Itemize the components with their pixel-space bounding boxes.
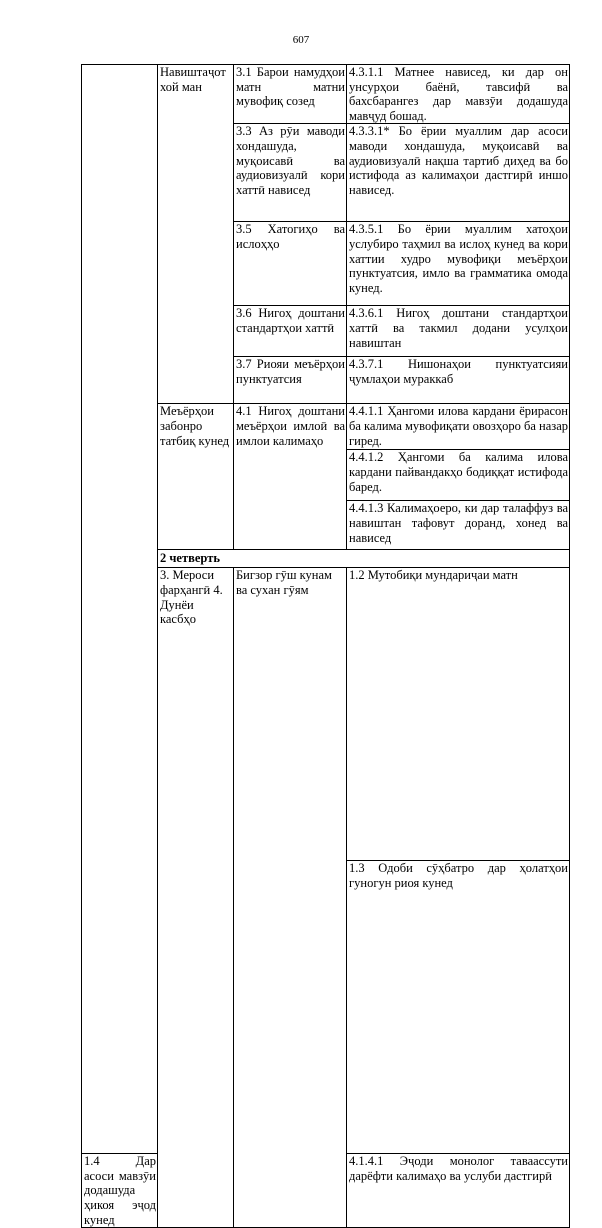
curriculum-table xyxy=(81,64,570,1228)
standard-cell: 1.3 Одоби сӯҳбатро дар ҳолатҳои гуногун риоя кунед xyxy=(347,861,570,1154)
skill-cell-writing: Навиштаҷот хой ман xyxy=(158,65,234,404)
theme-cell-empty xyxy=(82,65,158,1154)
theme-cell: 3. Мероси фарҳангӣ 4. Дунёи касбҳо xyxy=(158,568,234,1228)
standard-cell: 1.4 Дар асоси мавзӯи додашуда ҳикоя эҷод кунед xyxy=(82,1154,158,1228)
standard-cell: 3.6 Нигоҳ доштани стандартҳои хаттӣ xyxy=(234,306,347,357)
standard-cell: 3.7 Риояи меъёрҳои пунктуатсия xyxy=(234,357,347,404)
standard-cell: 3.5 Хатогиҳо ва ислоҳҳо xyxy=(234,222,347,306)
outcome-cell: 4.3.6.1 Нигоҳ доштани стандартҳои хаттӣ ва такмил додани усулҳои навиштан xyxy=(347,306,570,357)
standard-cell: 4.1 Нигоҳ доштани меъёрҳои имлоӣ ва имлои калимаҳо xyxy=(234,404,347,550)
standard-cell: 3.1 Барои намудҳои матн матни мувофиқ созед xyxy=(234,65,347,124)
outcome-cell: 4.4.1.2 Ҳангоми ба калима илова кардани пайвандакҳо бодиққат истифода баред. xyxy=(347,450,570,501)
quarter-heading: 2 четверть xyxy=(158,550,570,568)
skill-cell-language-norms: Меъёрҳои забонро татбиқ кунед xyxy=(158,404,234,550)
outcome-cell: 4.3.5.1 Бо ёрии муаллим хатоҳои услубиро таҳмил ва ислоҳ кунед ва кори хаттии худро мувофиқи меъёрҳои пунктуатсия, имло ва грамматика омода кунед. xyxy=(347,222,570,306)
outcome-cell: 4.3.3.1* Бо ёрии муаллим дар асоси маводи хондашуда, муқоисавӣ ва аудиовизуалӣ нақша тартиб диҳед ва бо истифода аз калимаҳои дастгирӣ иншо нависед. xyxy=(347,124,570,222)
outcome-cell: 4.4.1.1 Ҳангоми илова кардани ёрирасон ба калима мувофиқати овозҳоро ба назар гиред. xyxy=(347,404,570,450)
skill-cell-speaking: Бигзор гӯш кунам ва сухан гӯям xyxy=(234,568,347,1228)
standard-cell: 1.2 Мутобиқи мундариҷаи матн xyxy=(347,568,570,861)
outcome-cell: 4.3.7.1 Нишонаҳои пунктуатсияи ҷумлаҳои мураккаб xyxy=(347,357,570,404)
outcome-cell: 4.3.1.1 Матнее нависед, ки дар он унсурҳои баёнӣ, тавсифӣ ва бахсбарангез дар мавзӯи додашуда мавҷуд бошад. xyxy=(347,65,570,124)
standard-cell: 3.3 Аз рӯи маводи хондашуда, муқоисавӣ ва аудиовизуалӣ кори хаттӣ нависед xyxy=(234,124,347,222)
outcome-cell: 4.4.1.3 Калимаҳоеро, ки дар талаффуз ва навиштан тафовут доранд, хонед ва нависед xyxy=(347,501,570,550)
page-number: 607 xyxy=(292,34,310,46)
outcome-cell: 4.1.4.1 Эҷоди монолог таваассути дарёфти калимаҳо ва услуби дастгирӣ xyxy=(347,1154,570,1228)
